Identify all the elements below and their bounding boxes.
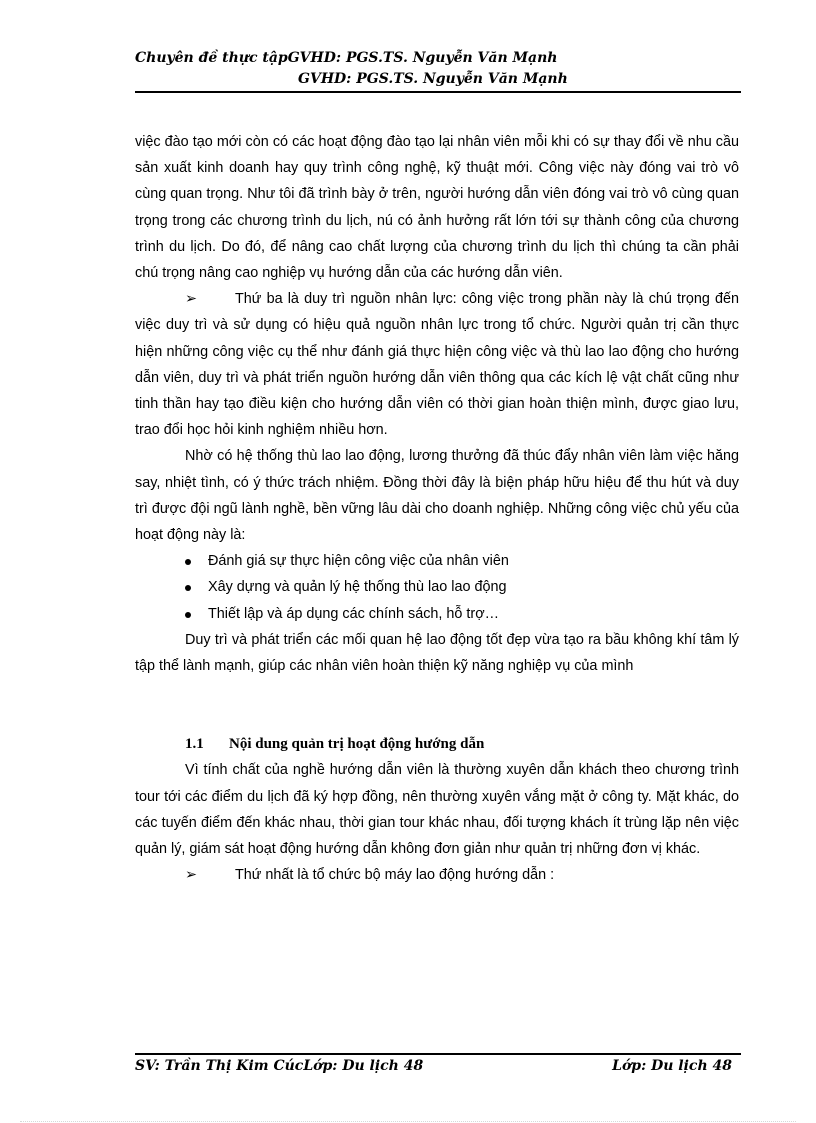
section-title: Nội dung quản trị hoạt động hướng dẫn xyxy=(229,736,485,753)
page-bottom-dotted-line xyxy=(20,1121,796,1122)
list-item-text: Thiết lập và áp dụng các chính sách, hỗ trợ… xyxy=(208,605,500,622)
arrow-paragraph-maintain xyxy=(135,286,739,443)
arrow-bullet-icon: ➢ xyxy=(185,291,198,308)
list-item xyxy=(135,548,739,574)
section-number: 1.1 xyxy=(185,736,204,753)
paragraph-compensation: Nhờ có hệ thống thù lao lao động, lương thưởng đã thúc đẩy nhân viên làm việc hăng say, nhiệt tình, có ý thức trách nhiệm. Đồng thời đây là biện pháp hữu hiệu để thu hút và duy trì được đội ngũ lành nghề, bền vững lâu dài cho doanh nghiệp. Những công việc chủ yếu của hoạt động này là: xyxy=(135,448,739,544)
arrow-paragraph-organize xyxy=(135,862,739,888)
arrow-bullet-icon: ➢ xyxy=(185,867,198,884)
header-divider xyxy=(135,91,741,93)
list-item-text: Đánh giá sự thực hiện công việc của nhân viên xyxy=(208,553,509,570)
bullet-dot-icon xyxy=(185,585,191,591)
footer-student: SV: Trần Thị Kim CúcLớp: Du lịch 48 xyxy=(135,1058,424,1074)
bullet-list xyxy=(135,548,739,627)
list-item-text: Xây dựng và quản lý hệ thống thù lao lao động xyxy=(208,579,507,596)
paragraph-training: việc đào tạo mới còn có các hoạt động đào tạo lại nhân viên mỗi khi có sự thay đổi về nhu cầu sản xuất kinh doanh hay quy trình công nghệ, kỹ thuật mới. Công việc này đóng vai trò vô cùng quan trọng. Như tôi đã trình bày ở trên, người hướng dẫn viên đóng vai trò vô cùng quan trọng trong các chương trình du lịch, nú có ảnh hưởng rất lớn tới sự thành công của chương trình du lịch. Do đó, để nâng cao chất lượng của chương trình du lịch thì chúng ta cần phải chú trọng nâng cao nghiệp vụ hướng dẫn của các hướng dẫn viên. xyxy=(135,134,739,282)
paragraph-guide-nature: Vì tính chất của nghề hướng dẫn viên là thường xuyên dẫn khách theo chương trình tour tới các điểm du lịch đã ký hợp đồng, nên thường xuyên vắng mặt ở công ty. Mặt khác, do các tuyến điểm đến khác nhau, thời gian tour khác nhau, đối tượng khách ít trùng lặp nên việc quản lý, giám sát hoạt động hướng dẫn không đơn giản như quản trị những đơn vị khác. xyxy=(135,762,739,858)
footer-class: Lớp: Du lịch 48 xyxy=(612,1058,732,1074)
document-body xyxy=(135,129,739,888)
list-item xyxy=(135,601,739,627)
footer-divider xyxy=(135,1053,741,1055)
header-line-1: Chuyên đề thực tậpGVHD: PGS.TS. Nguyễn Văn Mạnh xyxy=(135,50,558,66)
bullet-dot-icon xyxy=(185,612,191,618)
bullet-dot-icon xyxy=(185,559,191,565)
header-line-2: GVHD: PGS.TS. Nguyễn Văn Mạnh xyxy=(298,71,568,87)
arrow-paragraph-text: Thứ nhất là tổ chức bộ máy lao động hướng dẫn : xyxy=(235,867,555,884)
section-heading xyxy=(135,731,739,757)
paragraph-relations: Duy trì và phát triển các mối quan hệ lao động tốt đẹp vừa tạo ra bầu không khí tâm lý tập thể lành mạnh, giúp các nhân viên hoàn thiện kỹ năng nghiệp vụ của mình xyxy=(135,631,739,675)
arrow-paragraph-text: Thứ ba là duy trì nguồn nhân lực: công việc trong phần này là chú trọng đến việc duy trì và sử dụng có hiệu quả nguồn nhân lực trong tổ chức. Người quản trị cần thực hiện những công việc cụ thể như đánh giá thực hiện công việc và thù lao lao động cho hướng dẫn viên, duy trì và phát triển nguồn hướng dẫn viên thông qua các kích lệ vật chất cũng như tinh thần hay tạo điều kiện cho hướng dẫn viên có thời gian hoàn thiện mình, được giao lưu, trao đổi học hỏi kinh nghiệm nhiều hơn. xyxy=(135,291,739,439)
list-item xyxy=(135,574,739,600)
